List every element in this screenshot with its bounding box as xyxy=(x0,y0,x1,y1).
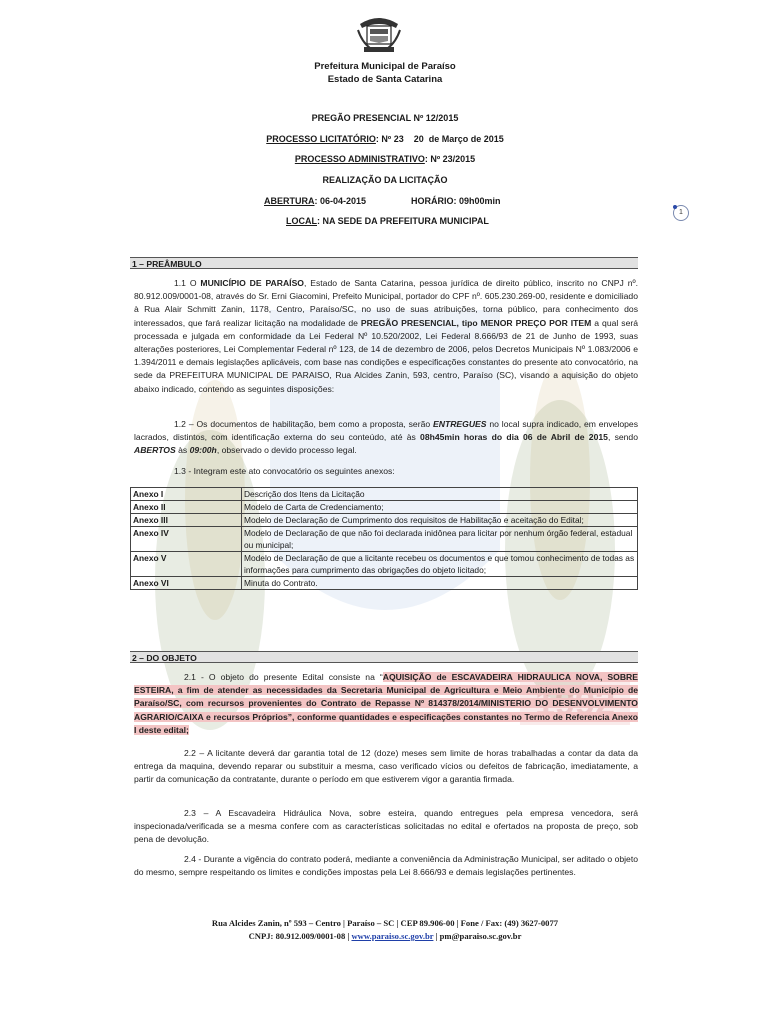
annex-row xyxy=(131,488,638,501)
paragraph-2-3 xyxy=(134,807,638,847)
annex-key: Anexo I xyxy=(131,488,242,501)
annex-key: Anexo VI xyxy=(131,577,242,590)
p1-1-text-end: a qual será processada e julgada em conformidade da Lei Federal Nº 10.520/2002, Lei Federal 8.666/93 de 21 de Junho de 1993, suas alterações posteriores, Lei Complementar Federal nº 123, de 14 de dezembro de 2006, pelos Decretos Municipais Nº 1.083/2006 e 1.394/2011 e demais legislações aplicáveis, com base nas condições e especificações constantes do presente ato convocatório, na sede da PREFEITURA MUNICIPAL DE PARAISO, Rua Alcides Zanin, 593, centro, Paraíso (SC), visando a aquisição do objeto abaixo indicado, contendo as seguintes disposições: xyxy=(134,317,638,394)
abertura-label: ABERTURA xyxy=(264,196,315,206)
p1-1-municipio: MUNICÍPIO DE PARAÍSO xyxy=(200,278,304,288)
p1-1-text: 1.1 O xyxy=(174,278,201,288)
annex-description: Modelo de Carta de Credenciamento; xyxy=(242,501,638,514)
local-label: LOCAL xyxy=(286,216,317,226)
p2-1-objeto: AQUISIÇÃO de ESCAVADEIRA HIDRAULICA NOVA, SOBRE ESTEIRA, a fim de atender as necessidades da Secretaria Municipal de Agricultura e Meio Ambiente do Município de Paraíso/SC, com recursos provenientes do Contrato de Repasse Nº 814378/2014/MINISTERIO DO DESENVOLVIMENTO AGRARIO/CAIXA e recursos Próprios”, conforme quantidades e especificações constantes no Termo de Referencia Anexo I deste edital; xyxy=(134,672,638,735)
annex-table xyxy=(130,487,638,590)
realizacao: REALIZAÇÃO DA LICITAÇÃO xyxy=(322,175,448,185)
p1-2-prazo: 08h45min horas do dia 06 de Abril de 2015 xyxy=(420,432,608,443)
abertura xyxy=(264,196,366,206)
annex-key: Anexo IV xyxy=(131,527,242,552)
processo-adm-label: PROCESSO ADMINISTRATIVO xyxy=(294,154,425,164)
annex-key: Anexo II xyxy=(131,501,242,514)
annex-key: Anexo V xyxy=(131,552,242,577)
p2-3-text: 2.3 – A Escavadeira Hidráulica Nova, sobre esteira, quando entregues pela empresa vencedora, será inspecionada/verificada se a mesma confere com as características solicitadas no edital e ofertados na proposta de preço, sob pena de devolução. xyxy=(134,808,638,845)
p2-2-text: 2.2 – A licitante deverá dar garantia total de 12 (doze) meses sem limite de horas trabalhadas a contar da data da entrega da maquina, devendo reparar ou substituir a mesma, caso verificado vícios ou defeitos de fabricação, imediatamente, a partir da comunicação da contratante, durante o período em que estiverem vigor a garantia firmada. xyxy=(134,748,638,785)
municipal-crest-logo xyxy=(356,14,402,54)
footer-website-link[interactable]: www.paraiso.sc.gov.br xyxy=(351,931,434,941)
p1-2-text-cont: no local supra indicado, em envelopes lacrados, distintos, com identificação externa do seu conteúdo, até às xyxy=(134,419,638,443)
section-2-heading: 2 – DO OBJETO xyxy=(130,651,638,663)
p1-2-as: às xyxy=(175,445,190,456)
processo-lic-label: PROCESSO LICITATÓRIO xyxy=(266,134,376,144)
annex-description: Modelo de Declaração de que a licitante recebeu os documentos e que tomou conhecimento de todas as informações para cumprimento das obrigações do objeto licitado; xyxy=(242,552,638,577)
p1-2-entregues: ENTREGUES xyxy=(433,419,487,429)
processo-adm-value: : Nº 23/2015 xyxy=(424,154,476,164)
p1-2-text: 1.2 – Os documentos de habilitação, bem como a proposta, serão xyxy=(174,419,434,429)
annex-description: Descrição dos Itens da Licitação xyxy=(242,488,638,501)
annex-description: Modelo de Declaração de Cumprimento dos requisitos de Habilitação e aceitação do Edital; xyxy=(242,514,638,527)
pregao-title: PREGÃO PRESENCIAL Nº 12/2015 xyxy=(311,113,459,123)
abertura-value: : 06-04-2015 xyxy=(314,196,367,206)
annex-key: Anexo III xyxy=(131,514,242,527)
annex-description: Minuta do Contrato. xyxy=(242,577,638,590)
section-1-heading: 1 – PREÂMBULO xyxy=(130,257,638,269)
paragraph-2-4 xyxy=(134,853,638,879)
footer-cnpj: CNPJ: 80.912.009/0001-08 | xyxy=(248,931,352,941)
annex-row xyxy=(131,552,638,577)
paragraph-1-2 xyxy=(134,418,638,458)
org-state: Estado de Santa Catarina xyxy=(327,74,443,85)
p1-2-abertos: ABERTOS xyxy=(134,445,176,456)
page-marker-icon xyxy=(673,205,677,209)
footer-email: | pm@paraiso.sc.gov.br xyxy=(433,931,522,941)
paragraph-2-1 xyxy=(134,671,638,737)
paragraph-2-2 xyxy=(134,747,638,787)
local xyxy=(286,216,489,226)
p1-2-sendo: , sendo xyxy=(607,432,638,443)
footer-contact xyxy=(0,931,770,941)
annex-description: Modelo de Declaração de que não foi declarada inidônea para licitar por nenhum órgão federal, estadual ou municipal; xyxy=(242,527,638,552)
paragraph-1-3 xyxy=(134,465,638,478)
footer-address: Rua Alcides Zanin, nº 593 – Centro | Paraíso – SC | CEP 89.906-00 | Fone / Fax: (49) 3627-0077 xyxy=(211,918,559,928)
p1-2-hora: 09:00h xyxy=(189,445,217,456)
p1-3-text: 1.3 - Integram este ato convocatório os seguintes anexos: xyxy=(174,466,395,476)
processo-administrativo xyxy=(0,154,770,164)
org-name: Prefeitura Municipal de Paraíso xyxy=(314,61,456,72)
annex-row xyxy=(131,527,638,552)
p1-1-text-cont: , Estado de Santa Catarina, pessoa jurídica de direito público, inscrito no CNPJ nº. 80.912.009/0001-08, através do Sr. Erni Giacomini, Prefeito Municipal, portador do CPF nº. 605.230.269-00, residente e domiciliado à Rua Alair Schmitt Zanin, 1178, Centro, Paraíso/SC, no uso de suas atribuições, torna público, para conhecimento dos interessados, que fará realizar licitação na modalidade de xyxy=(134,278,638,328)
page-number: 1 xyxy=(673,205,689,221)
p2-1-text: 2.1 - O objeto do presente Edital consiste na “ xyxy=(184,672,383,682)
processo-lic-value: : Nº 23 20 de Março de 2015 xyxy=(375,134,504,144)
p1-2-end: , observado o devido processo legal. xyxy=(216,445,357,456)
p1-1-modalidade: PREGÃO PRESENCIAL, tipo MENOR PREÇO POR ITEM xyxy=(360,317,592,328)
paragraph-1-1 xyxy=(134,277,638,396)
annex-row xyxy=(131,577,638,590)
processo-licitatorio xyxy=(0,134,770,144)
annex-row xyxy=(131,501,638,514)
local-value: : NA SEDE DA PREFEITURA MUNICIPAL xyxy=(317,216,489,226)
horario: HORÁRIO: 09h00min xyxy=(411,196,501,206)
p2-4-text: 2.4 - Durante a vigência do contrato poderá, mediante a conveniência da Administração Municipal, ser aditado o objeto do mesmo, sempre respeitando os limites e condições impostas pela Lei 8.666/93 e demais legislações pertinentes. xyxy=(134,854,638,878)
annex-row xyxy=(131,514,638,527)
